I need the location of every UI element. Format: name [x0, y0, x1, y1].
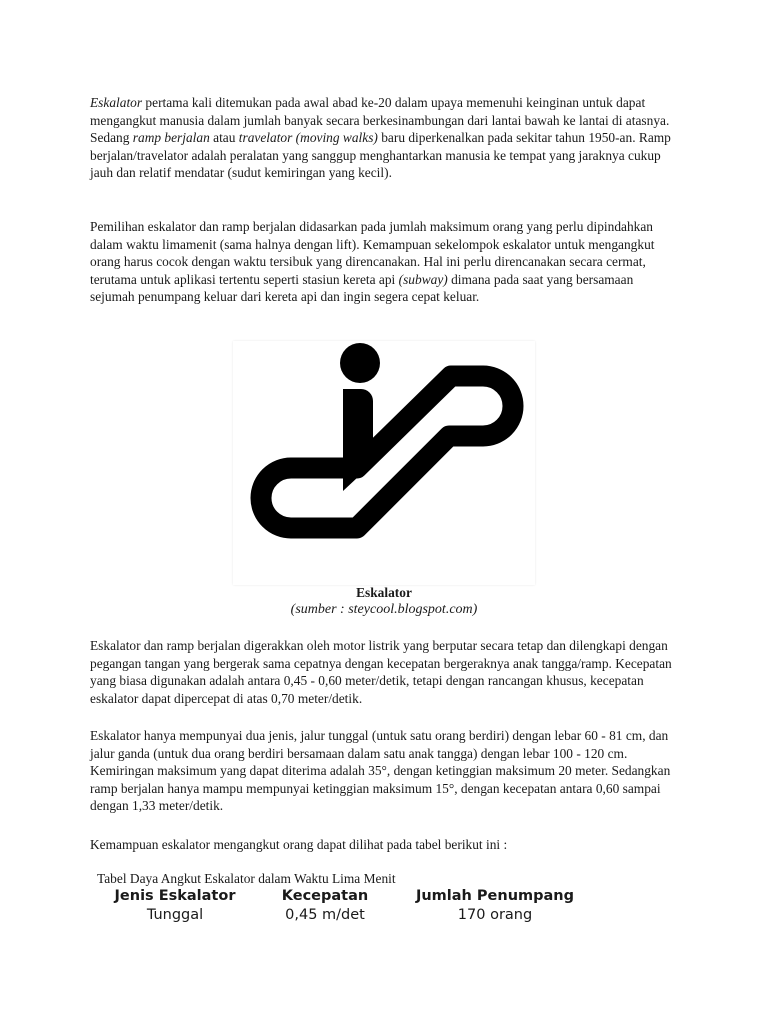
paragraph-text: baru diperkenalkan pada sekitar tahun 1950-an. Ramp berjalan/travelator adalah peralatan yang sanggup menghantarkan manusia ke tempat yang jaraknya cukup jauh dan relatif mendatar (sudut kemiringan yang kecil).: [90, 130, 671, 181]
column-header-kecepatan: Kecepatan: [281, 887, 369, 904]
column-header-jumlah: Jumlah Penumpang: [415, 887, 575, 904]
figure-caption-source: (sumber : steycool.blogspot.com): [290, 602, 478, 617]
term-subway: (subway): [398, 271, 448, 287]
paragraph-text: atau: [209, 130, 239, 146]
figure-caption-title: Eskalator: [356, 585, 412, 600]
table-row: [96, 905, 594, 924]
table-header-row: [96, 886, 594, 905]
escalator-figure: [233, 341, 535, 585]
term-travelator: travelator (moving walks): [238, 130, 378, 146]
paragraph-text: pertama kali ditemukan pada awal abad ke-20 dalam upaya memenuhi keinginan untuk dapat mengangkut manusia dalam jumlah banyak secara berkesinambungan dari lantai bawah ke lantai di atasnya. Sedang: [90, 95, 670, 146]
column-header-jenis: Jenis Eskalator: [114, 887, 236, 904]
paragraph-types: Eskalator hanya mempunyai dua jenis, jalur tunggal (untuk satu orang berdiri) dengan lebar 60 - 81 cm, dan jalur ganda (untuk dua orang berdiri bersamaan dalam satu anak tangga) dengan lebar 100 - 120 cm. Kemiringan maksimum yang dapat diterima adalah 35°, dengan ketinggian maksimum 20 meter. Sedangkan ramp berjalan hanya mampu mempunyai ketinggian maksimum 15°, dengan kecepatan antara 0,60 sampai dengan 1,33 meter/detik.: [90, 728, 671, 814]
paragraph-text: Pemilihan eskalator dan ramp berjalan didasarkan pada jumlah maksimum orang yang perlu dipindahkan dalam waktu limamenit (sama halnya dengan lift). Kemampuan sekelompok eskalator untuk mengangkut orang harus cocok dengan waktu tersibuk yang direncanakan. Hal ini perlu direncanakan secara cermat, terutama untuk aplikasi tertentu seperti stasiun kereta api: [90, 219, 655, 287]
table-cell-jumlah: 170 orang: [457, 906, 533, 923]
paragraph-table-intro: Kemampuan eskalator mengangkut orang dapat dilihat pada tabel berikut ini :: [90, 837, 508, 852]
table-title: Tabel Daya Angkut Eskalator dalam Waktu Lima Menit: [97, 871, 396, 886]
term-ramp-berjalan: ramp berjalan: [132, 130, 210, 146]
paragraph-escalator-history: [90, 94, 680, 182]
term-eskalator: Eskalator: [90, 95, 143, 110]
table-cell-jenis: Tunggal: [146, 906, 204, 923]
escalator-icon: [233, 341, 535, 585]
paragraph-speed: Eskalator dan ramp berjalan digerakkan oleh motor listrik yang berputar secara tetap dan dilengkapi dengan pegangan tangan yang bergerak sama cepatnya dengan kecepatan bergeraknya anak tangga/ramp. Kecepatan yang biasa digunakan adalah antara 0,45 - 0,60 meter/detik, tetapi dengan rancangan khusus, kecepatan eskalator dapat dipercepat di atas 0,70 meter/detik.: [90, 638, 672, 706]
paragraph-selection: [90, 218, 680, 306]
capacity-table: [96, 886, 594, 924]
paragraph-text: dimana pada saat yang bersamaan sejumah penumpang keluar dari kereta api dan ingin segera cepat keluar.: [90, 271, 634, 305]
table-cell-kecepatan: 0,45 m/det: [285, 906, 365, 923]
